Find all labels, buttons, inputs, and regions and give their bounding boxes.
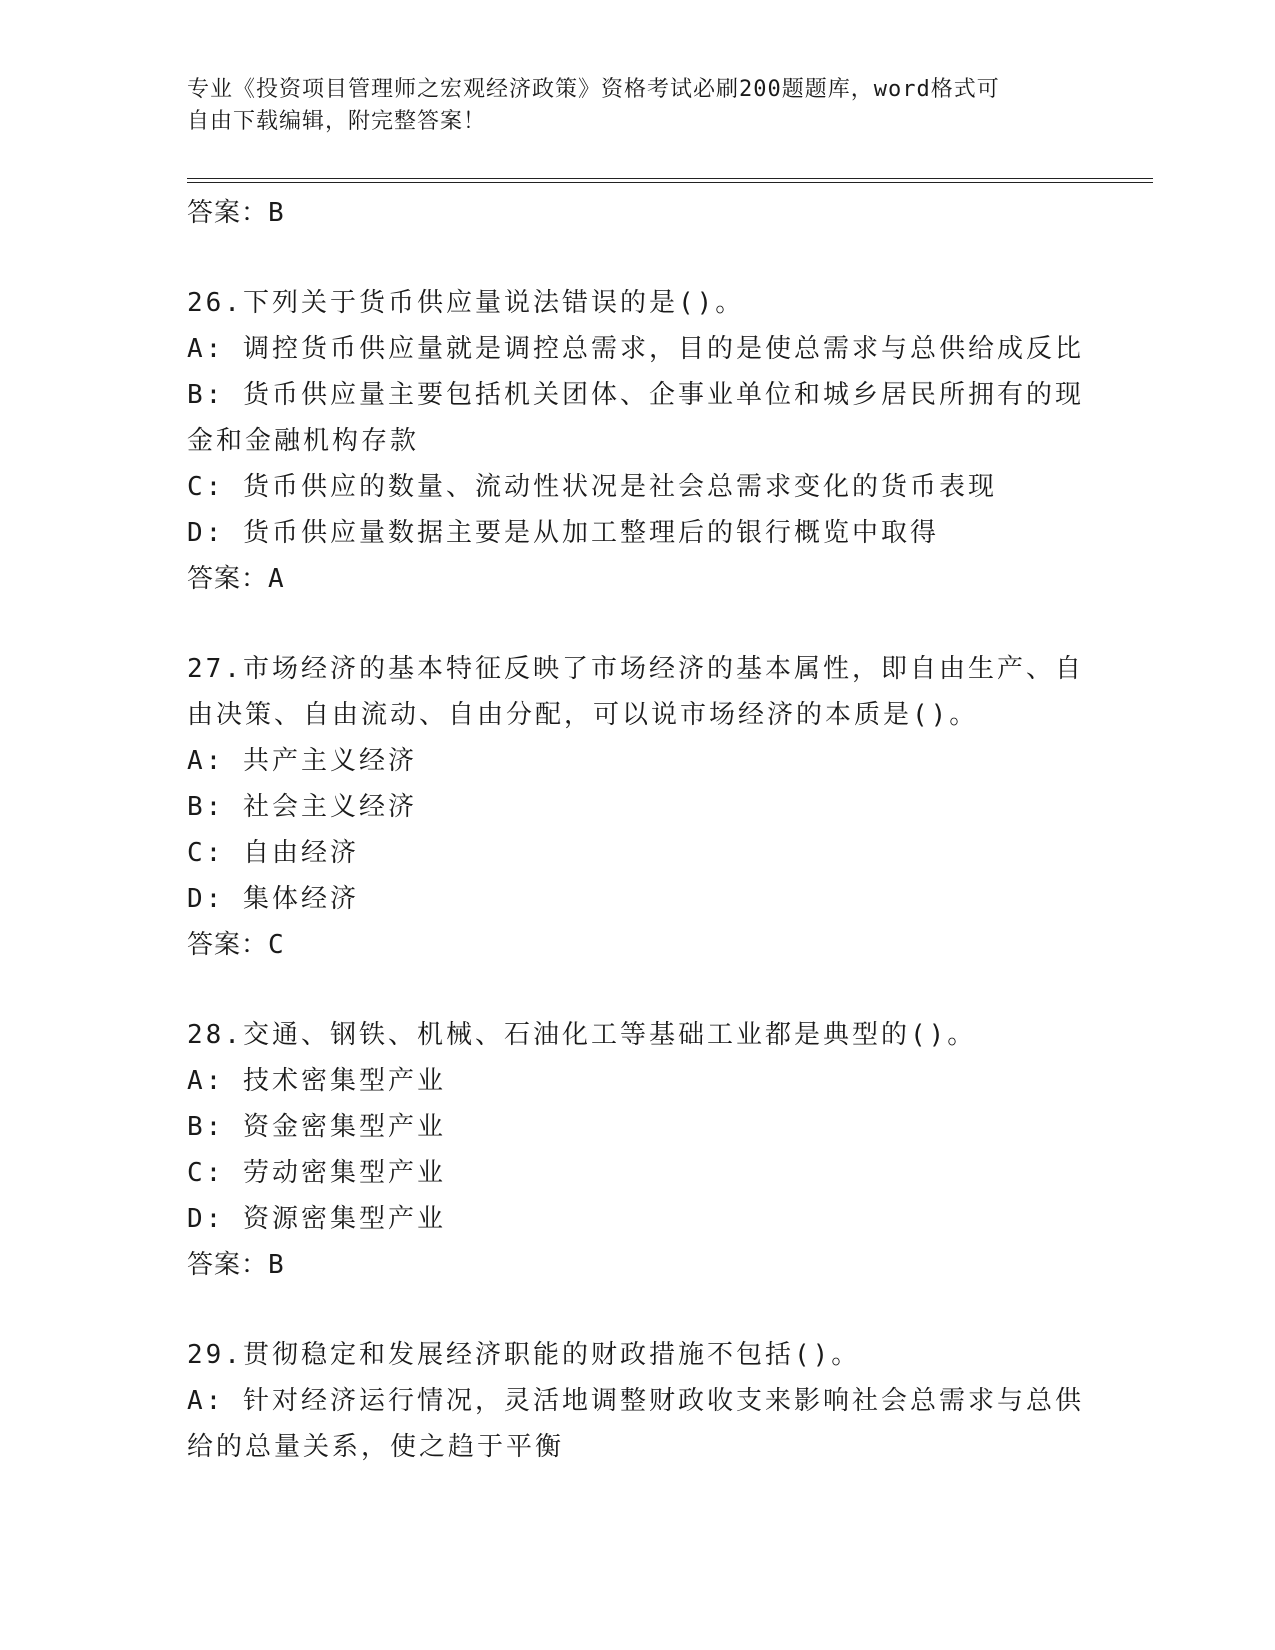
header-line-2: 自由下载编辑，附完整答案！ (187, 109, 487, 134)
option-line: A: 调控货币供应量就是调控总需求，目的是使总需求与总供给成反比 (187, 334, 1084, 364)
option-line: D: 集体经济 (187, 884, 359, 914)
option-line: A: 技术密集型产业 (187, 1066, 446, 1096)
document-header (187, 74, 1067, 138)
header-rule-top (187, 178, 1153, 179)
answer-line: 答案：C (187, 930, 285, 960)
question-block (187, 1012, 1087, 1288)
option-line: B: 货币供应量主要包括机关团体、企事业单位和城乡居民所拥有的现 (187, 380, 1084, 410)
option-line: D: 资源密集型产业 (187, 1204, 446, 1234)
answer-line: 答案：B (187, 1250, 285, 1280)
header-line-1: 专业《投资项目管理师之宏观经济政策》资格考试必刷200题题库，word格式可 (187, 77, 1000, 102)
question-block (187, 1332, 1087, 1470)
question-block (187, 646, 1087, 968)
answer-line: 答案：B (187, 198, 285, 228)
option-line: D: 货币供应量数据主要是从加工整理后的银行概览中取得 (187, 518, 939, 548)
option-line: 给的总量关系，使之趋于平衡 (187, 1432, 565, 1462)
option-line: A: 针对经济运行情况，灵活地调整财政收支来影响社会总需求与总供 (187, 1386, 1084, 1416)
question-stem-line: 29.贯彻稳定和发展经济职能的财政措施不包括()。 (187, 1340, 861, 1370)
option-line: A: 共产主义经济 (187, 746, 417, 776)
question-stem-line: 28.交通、钢铁、机械、石油化工等基础工业都是典型的()。 (187, 1020, 977, 1050)
option-line: 金和金融机构存款 (187, 426, 420, 456)
question-stem-line: 由决策、自由流动、自由分配，可以说市场经济的本质是()。 (187, 700, 979, 730)
question-block (187, 280, 1087, 602)
question-stem-line: 27.市场经济的基本特征反映了市场经济的基本属性，即自由生产、自 (187, 654, 1084, 684)
option-line: C: 货币供应的数量、流动性状况是社会总需求变化的货币表现 (187, 472, 997, 502)
option-line: B: 资金密集型产业 (187, 1112, 446, 1142)
question-gap (187, 602, 1087, 646)
question-gap (187, 1288, 1087, 1332)
question-content (187, 190, 1087, 1470)
question-gap (187, 236, 1087, 280)
option-line: B: 社会主义经济 (187, 792, 417, 822)
question-gap (187, 968, 1087, 1012)
option-line: C: 劳动密集型产业 (187, 1158, 446, 1188)
answer-line: 答案：A (187, 564, 285, 594)
option-line: C: 自由经济 (187, 838, 359, 868)
question-list (187, 236, 1087, 1470)
question-stem-line: 26.下列关于货币供应量说法错误的是()。 (187, 288, 745, 318)
header-rule-bottom (187, 182, 1153, 183)
